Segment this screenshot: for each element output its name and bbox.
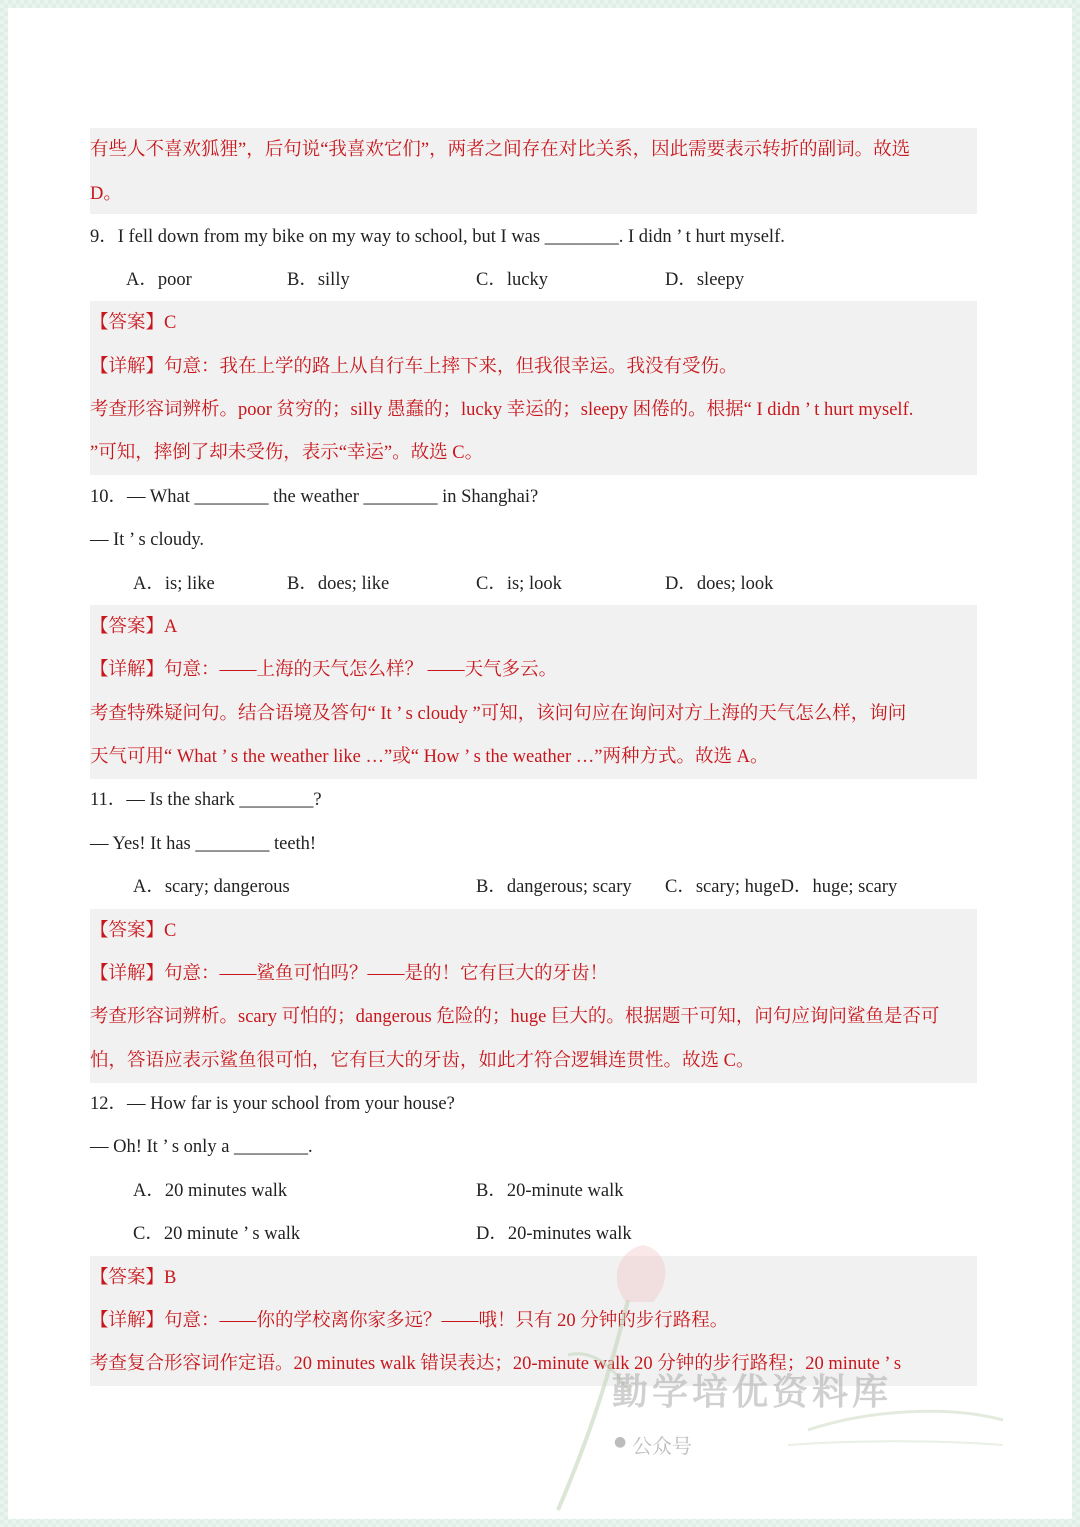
q11-option-b: B．dangerous; scary bbox=[476, 877, 632, 897]
q10-option-c: C．is; look bbox=[476, 574, 562, 594]
question-9-stem: 9．I fell down from my bike on my way to school, but I was ________. I didn ’ t hurt myself. bbox=[90, 227, 785, 247]
q12-explain-line: 【详解】句意：——你的学校离你家多远？——哦！只有 20 分钟的步行路程。 bbox=[90, 1311, 729, 1331]
question-12-reply: — Oh! It ’ s only a ________. bbox=[90, 1137, 313, 1157]
question-12-stem: 12．— How far is your school from your house? bbox=[90, 1094, 455, 1114]
q10-explain-line: 考查特殊疑问句。结合语境及答句“ It ’ s cloudy ”可知，该问句应在询问对方上海的天气怎么样，询问 bbox=[90, 704, 907, 724]
q11-explain-line: 【详解】句意：——鲨鱼可怕吗？——是的！它有巨大的牙齿！ bbox=[90, 964, 609, 984]
q11-answer: 【答案】C bbox=[90, 921, 177, 941]
watermark-title: 勤学培优资料库 bbox=[612, 1372, 893, 1413]
q12-explain-line: 考查复合形容词作定语。20 minutes walk 错误表达；20-minute walk 20 分钟的步行路程；20 minute ’ s bbox=[90, 1354, 902, 1374]
q11-explain-line: 怕，答语应表示鲨鱼很可怕，它有巨大的牙齿，如此才符合逻辑连贯性。故选 C。 bbox=[90, 1051, 755, 1071]
question-10-stem: 10．— What ________ the weather ________ in Shanghai? bbox=[90, 487, 539, 507]
question-11-reply: — Yes! It has ________ teeth! bbox=[90, 834, 317, 854]
q9-explain-line: 【详解】句意：我在上学的路上从自行车上摔下来，但我很幸运。我没有受伤。 bbox=[90, 357, 738, 377]
q10-option-a: A．is; like bbox=[133, 574, 215, 594]
q10-explain-line: 【详解】句意：——上海的天气怎么样？ ——天气多云。 bbox=[90, 660, 558, 680]
q11-option-a: A．scary; dangerous bbox=[133, 877, 290, 897]
q10-explain-line: 天气可用“ What ’ s the weather like …”或“ How ’ s the weather …”两种方式。故选 A。 bbox=[90, 747, 769, 767]
prev-explain-line: 有些人不喜欢狐狸”，后句说“我喜欢它们”，两者之间存在对比关系，因此需要表示转折的副词。故选 bbox=[90, 140, 911, 160]
q9-option-a: A．poor bbox=[126, 270, 192, 290]
q12-option-c: C．20 minute ’ s walk bbox=[133, 1224, 301, 1244]
q12-option-d: D．20-minutes walk bbox=[476, 1224, 632, 1244]
q9-option-d: D．sleepy bbox=[665, 270, 745, 290]
q9-option-b: B．silly bbox=[287, 270, 350, 290]
q12-option-a: A．20 minutes walk bbox=[133, 1181, 288, 1201]
watermark-subtitle: 公众号 bbox=[632, 1434, 692, 1458]
q9-explain-line: ”可知，摔倒了却未受伤，表示“幸运”。故选 C。 bbox=[90, 443, 484, 463]
q10-option-b: B．does; like bbox=[287, 574, 390, 594]
question-11-stem: 11．— Is the shark ________? bbox=[90, 790, 322, 810]
q10-answer: 【答案】A bbox=[90, 617, 178, 637]
q9-explain-line: 考查形容词辨析。poor 贫穷的；silly 愚蠢的；lucky 幸运的；sleepy 困倦的。根据“ I didn ’ t hurt myself. bbox=[90, 400, 914, 420]
q11-explain-line: 考查形容词辨析。scary 可怕的；dangerous 危险的；huge 巨大的。根据题干可知，问句应询问鲨鱼是否可 bbox=[90, 1007, 940, 1027]
q10-option-d: D．does; look bbox=[665, 574, 774, 594]
q12-answer: 【答案】B bbox=[90, 1268, 177, 1288]
q12-option-b: B．20-minute walk bbox=[476, 1181, 624, 1201]
wechat-icon: ● bbox=[614, 1434, 627, 1450]
q9-option-c: C．lucky bbox=[476, 270, 548, 290]
q11-option-cd: C．scary; hugeD．huge; scary bbox=[665, 877, 898, 897]
q9-answer: 【答案】C bbox=[90, 313, 177, 333]
prev-explain-line: D。 bbox=[90, 184, 122, 204]
question-10-reply: — It ’ s cloudy. bbox=[90, 530, 205, 550]
